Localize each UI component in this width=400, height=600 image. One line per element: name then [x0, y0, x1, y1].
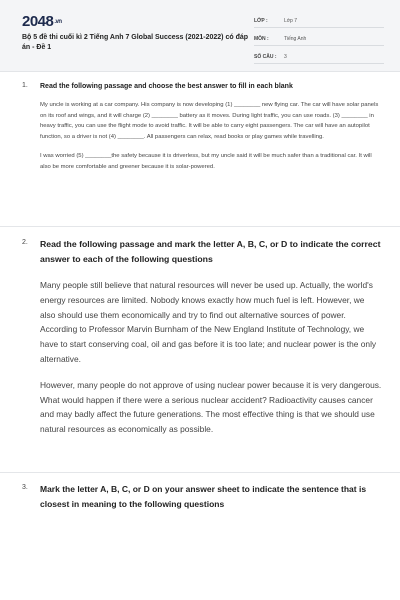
question-1: [22, 82, 382, 172]
meta-label: LỚP :: [254, 17, 268, 24]
passage-paragraph: However, many people do not approve of using nuclear power because it is very dangerous. What would happen if there were a serious nuclear accident? Radioactivity causes cancer and may badly affect the future generations. The most effective thing is that we should use natural resources as economically as possible.: [40, 379, 382, 435]
document-header: [0, 0, 400, 72]
brand-name: 2048: [22, 13, 54, 30]
meta-value: Tiếng Anh: [284, 35, 307, 42]
question-instruction: Read the following passage and choose the best answer to fill in each blank: [40, 83, 293, 90]
question-instruction: Read the following passage and mark the letter A, B, C, or D to indicate the correct answer to each of the following questions: [40, 239, 381, 264]
meta-value: Lớp 7: [284, 17, 298, 24]
brand-logo[interactable]: [22, 13, 62, 30]
question-number: 2.: [22, 239, 28, 246]
brand-suffix: .vn: [54, 19, 62, 26]
meta-row-class: [254, 14, 384, 28]
meta-value: 3: [284, 53, 287, 60]
question-passage: [40, 100, 382, 172]
question-number: 1.: [22, 82, 28, 89]
question-2: [22, 237, 382, 437]
meta-row-question-count: [254, 50, 384, 64]
passage-paragraph: Many people still believe that natural resources will never be used up. Actually, the world's energy resources are limited. Nobody knows exactly how much fuel is left. However, we also should use them economically and try to find out alternative sources of power. According to Professor Marvin Burnham of the New England Institute of Technology, we have to start conserving coal, oil and gas before it is too late; and nuclear power is the only alternative.: [40, 280, 377, 364]
question-number: 3.: [22, 484, 28, 491]
meta-label: SỐ CÂU :: [254, 53, 277, 60]
passage-paragraph: My uncle is working at a car company. His company is now developing (1) ________ new flying car. The car will have solar panels on its roof and wings, and it will charge (2) ________ battery as it moves. During light traffic, you can use roads. (3) ________ in heavy traffic, you can use the flight mode to avoid traffic. It will be able to carry eight passengers. The car will have an autopilot function, so a driver is not (4) ________. All passengers can relax, read books or play games while travelling.: [40, 102, 379, 141]
passage-paragraph: I was worried (5) ________the safety because it is driverless, but my uncle said it will be much safer than a traditional car. It will also be more comfortable and greener because it is solar-powered.: [40, 152, 372, 170]
document-meta: [254, 14, 384, 68]
document-title: Bộ 5 đề thi cuối kì 2 Tiếng Anh 7 Global Success (2021-2022) có đáp án - Đề 1: [22, 34, 249, 51]
question-divider: [0, 226, 400, 227]
meta-label: MÔN :: [254, 35, 269, 42]
question-instruction: Mark the letter A, B, C, or D on your answer sheet to indicate the sentence that is closest in meaning to the following questions: [40, 484, 367, 509]
meta-row-subject: [254, 32, 384, 46]
question-3: [22, 482, 382, 512]
question-divider: [0, 472, 400, 473]
question-passage: [40, 278, 382, 437]
